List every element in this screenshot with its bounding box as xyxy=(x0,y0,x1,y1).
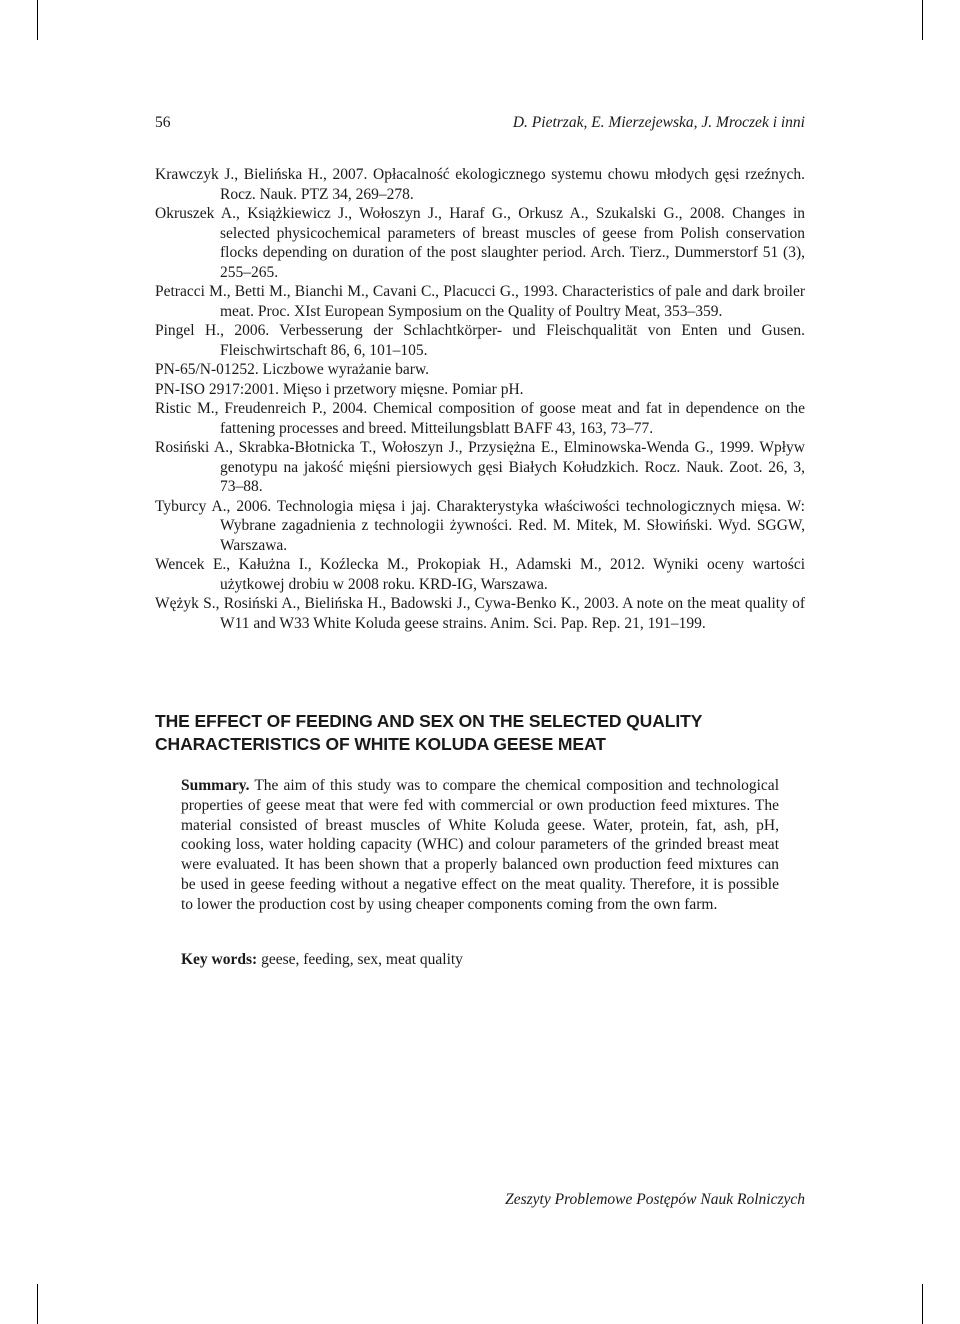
keywords-text: geese, feeding, sex, meat quality xyxy=(261,951,463,968)
reference-item: Krawczyk J., Bielińska H., 2007. Opłacalność ekologicznego systemu chowu młodych gęsi rzeźnych. Rocz. Nauk. PTZ 34, 269–278. xyxy=(155,166,805,203)
crop-mark-bottom-left xyxy=(37,1284,38,1324)
reference-item: Wencek E., Kałużna I., Koźlecka M., Prokopiak H., Adamski M., 2012. Wyniki oceny wartości użytkowej drobiu w 2008 roku. KRD-IG, Warszawa. xyxy=(155,556,805,593)
crop-mark-top-right xyxy=(922,0,923,40)
keywords-label: Key words: xyxy=(181,951,258,968)
page-number: 56 xyxy=(155,114,171,131)
reference-item: Petracci M., Betti M., Bianchi M., Cavani C., Placucci G., 1993. Characteristics of pale and dark broiler meat. Proc. XIst European Symposium on the Quality of Poultry Meat, 353–359. xyxy=(155,283,805,320)
journal-footer: Zeszyty Problemowe Postępów Nauk Rolniczych xyxy=(505,1191,805,1208)
reference-item: Tyburcy A., 2006. Technologia mięsa i jaj. Charakterystyka właściwości technologicznych mięsa. W: Wybrane zagadnienia z technologii żywności. Red. M. Mitek, M. Słowiński. Wyd. SGGW, Warszawa. xyxy=(155,497,805,554)
reference-item: Ristic M., Freudenreich P., 2004. Chemical composition of goose meat and fat in dependence on the fattening processes and breed. Mitteilungsblatt BAFF 43, 163, 73–77. xyxy=(155,400,805,437)
english-title: THE EFFECT OF FEEDING AND SEX ON THE SELECTED QUALITY CHARACTERISTICS OF WHITE KOLUDA GEESE MEAT xyxy=(155,711,702,754)
reference-item: Okruszek A., Książkiewicz J., Wołoszyn J., Haraf G., Orkusz A., Szukalski G., 2008. Changes in selected physicochemical parameters of breast muscles of geese from Polish conservation flocks depending on duration of the post slaughter period. Arch. Tierz., Dummerstorf 51 (3), 255–265. xyxy=(155,205,805,281)
reference-item: Wężyk S., Rosiński A., Bielińska H., Badowski J., Cywa-Benko K., 2003. A note on the meat quality of W11 and W33 White Koluda geese strains. Anim. Sci. Pap. Rep. 21, 191–199. xyxy=(155,595,805,632)
reference-item: PN-65/N-01252. Liczbowe wyrażanie barw. xyxy=(155,361,430,378)
reference-item: Rosiński A., Skrabka-Błotnicka T., Wołoszyn J., Przysiężna E., Elminowska-Wenda G., 1999. Wpływ genotypu na jakość mięśni piersiowych gęsi Białych Kołudzkich. Rocz. Nauk. Zoot. 26, 3, 73–88. xyxy=(155,439,805,495)
reference-item: Pingel H., 2006. Verbesserung der Schlachtkörper- und Fleischqualität von Enten und Gusen. Fleischwirtschaft 86, 6, 101–105. xyxy=(155,322,805,359)
reference-item: PN-ISO 2917:2001. Mięso i przetwory mięsne. Pomiar pH. xyxy=(155,380,524,398)
running-head: D. Pietrzak, E. Mierzejewska, J. Mroczek i inni xyxy=(512,114,805,131)
crop-mark-bottom-right xyxy=(922,1284,923,1324)
summary-paragraph xyxy=(181,776,779,915)
crop-mark-top-left xyxy=(37,0,38,40)
summary-text: The aim of this study was to compare the chemical composition and technological properties of geese meat that were fed with commercial or own production feed mixtures. The material consisted of breast muscles of White Koluda geese. Water, protein, fat, ash, pH, cooking loss, water holding capacity (WHC) and colour parameters of the grinded breast meat were evaluated. It has been shown that a properly balanced own production feed mixtures can be used in geese feeding without a negative effect on the meat quality. Therefore, it is possible to lower the production cost by using cheaper components coming from the own farm. xyxy=(181,777,779,913)
reference-list xyxy=(155,165,805,633)
summary-label: Summary. xyxy=(181,777,250,794)
keywords-line xyxy=(181,950,779,970)
